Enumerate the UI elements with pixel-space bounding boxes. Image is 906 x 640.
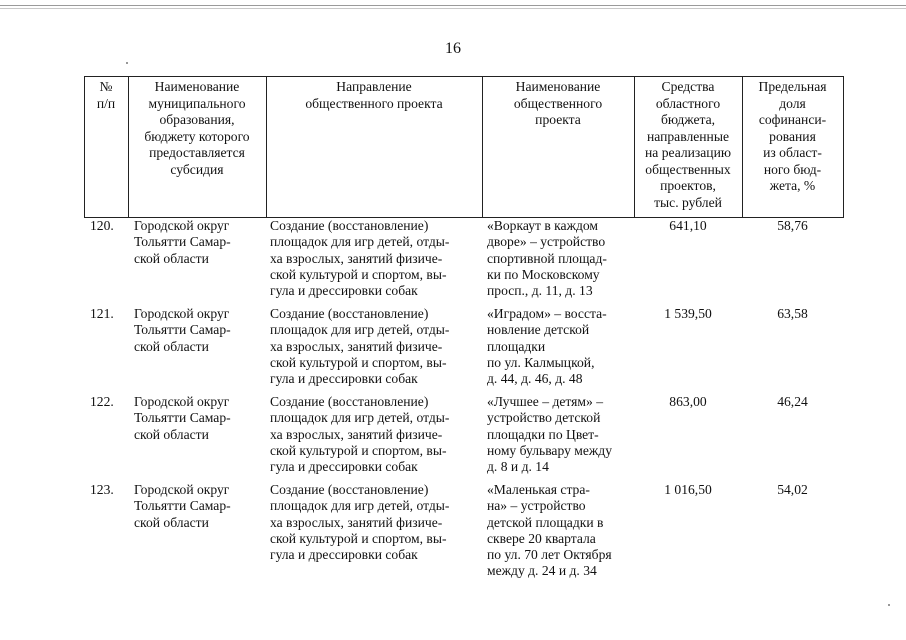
- row-number: 123.: [90, 482, 114, 497]
- row-municipality: [134, 306, 266, 355]
- row-municipality: [134, 394, 266, 443]
- text-line: ской культурой и спортом, вы-: [270, 530, 447, 546]
- text-line: тыс. рублей: [654, 194, 722, 210]
- text-line: устройство детской: [487, 410, 601, 426]
- text-line: Тольятти Самар-: [134, 322, 231, 338]
- text-line: ской культурой и спортом, вы-: [270, 266, 447, 282]
- row-number: 120.: [90, 218, 114, 233]
- text-line: ха взрослых, занятий физиче-: [270, 338, 443, 354]
- text-line: предоставляется: [149, 145, 245, 160]
- text-line: Тольятти Самар-: [134, 410, 231, 426]
- text-line: площадок для игр детей, отды-: [270, 410, 450, 426]
- text-line: направленные: [646, 128, 729, 144]
- scan-speck: [888, 604, 890, 606]
- text-line: п/п: [96, 95, 116, 111]
- text-line: ха взрослых, занятий физиче-: [270, 426, 443, 442]
- text-line: гула и дрессировки собак: [270, 459, 418, 475]
- text-line: ской области: [134, 338, 209, 354]
- text-line: гула и дрессировки собак: [270, 371, 418, 387]
- text-line: Средства: [661, 79, 715, 94]
- row-funds: 863,00: [669, 394, 707, 409]
- row-project: [487, 218, 634, 299]
- text-line: Наименование: [154, 79, 240, 94]
- row-funds: 1 016,50: [664, 482, 712, 497]
- text-line: Тольятти Самар-: [134, 234, 231, 250]
- row-project: [487, 306, 634, 387]
- text-line: бюджету которого: [144, 128, 250, 144]
- header-border-right: [843, 77, 844, 217]
- text-line: «Воркаут в каждом: [487, 218, 599, 233]
- row-municipality: [134, 218, 266, 267]
- table-row: [84, 218, 844, 306]
- text-line: площадок для игр детей, отды-: [270, 322, 450, 338]
- text-line: д. 44, д. 46, д. 48: [487, 371, 583, 387]
- header-funds: [634, 79, 742, 211]
- text-line: площадок для игр детей, отды-: [270, 498, 450, 514]
- text-line: площадки: [487, 338, 546, 354]
- scan-speck: [126, 62, 128, 64]
- subsidy-table: [84, 76, 844, 592]
- table-row: [84, 394, 844, 482]
- text-line: между д. 24 и д. 34: [487, 563, 597, 579]
- header-municipality: [128, 79, 266, 178]
- text-line: муниципального: [148, 95, 246, 111]
- text-line: Тольятти Самар-: [134, 498, 231, 514]
- text-line: №: [99, 79, 113, 94]
- table-header: [84, 76, 844, 218]
- row-direction: [270, 482, 482, 563]
- text-line: общественных: [645, 161, 731, 177]
- text-line: Создание (восстановление): [270, 306, 429, 321]
- text-line: Направление: [336, 79, 412, 94]
- text-line: «Лучшее – детям» –: [487, 394, 603, 409]
- row-funds: 1 539,50: [664, 306, 712, 321]
- text-line: Наименование: [515, 79, 601, 94]
- text-line: субсидия: [170, 161, 224, 177]
- text-line: Городской округ: [134, 306, 230, 321]
- text-line: гула и дрессировки собак: [270, 283, 418, 299]
- row-number: 121.: [90, 306, 114, 321]
- text-line: по ул. 70 лет Октября: [487, 547, 612, 563]
- row-share: 46,24: [777, 394, 808, 409]
- text-line: софинанси-: [758, 112, 827, 127]
- header-share: [742, 79, 843, 195]
- text-line: ской области: [134, 426, 209, 442]
- text-line: гула и дрессировки собак: [270, 547, 418, 563]
- text-line: площадки по Цвет-: [487, 426, 599, 442]
- header-project: [482, 79, 634, 129]
- scan-edge-top: [0, 0, 906, 6]
- header-num: [84, 79, 128, 112]
- text-line: из област-: [763, 145, 822, 160]
- text-line: ного бюд-: [763, 161, 822, 177]
- text-line: доля: [779, 95, 806, 111]
- text-line: спортивной площад-: [487, 250, 607, 266]
- text-line: Предельная: [758, 79, 827, 94]
- text-line: «Иградом» – восста-: [487, 306, 607, 321]
- text-line: ному бульвару между: [487, 442, 613, 458]
- text-line: областного: [655, 95, 721, 111]
- text-line: ской области: [134, 250, 209, 266]
- table-row: [84, 482, 844, 592]
- text-line: д. 8 и д. 14: [487, 459, 549, 475]
- row-direction: [270, 306, 482, 387]
- row-project: [487, 394, 634, 475]
- text-line: просп., д. 11, д. 13: [487, 283, 593, 299]
- text-line: Создание (восстановление): [270, 482, 429, 497]
- text-line: жета, %: [769, 178, 816, 193]
- text-line: новление детской: [487, 322, 590, 338]
- page-number: 16: [445, 40, 461, 57]
- row-project: [487, 482, 634, 580]
- text-line: сквере 20 квартала: [487, 530, 596, 546]
- row-municipality: [134, 482, 266, 531]
- text-line: детской площадки в: [487, 514, 604, 530]
- row-direction: [270, 218, 482, 299]
- row-direction: [270, 394, 482, 475]
- text-line: Городской округ: [134, 394, 230, 409]
- text-line: Создание (восстановление): [270, 218, 429, 233]
- text-line: Создание (восстановление): [270, 394, 429, 409]
- text-line: ской области: [134, 514, 209, 530]
- text-line: образования,: [159, 112, 235, 127]
- text-line: площадок для игр детей, отды-: [270, 234, 450, 250]
- text-line: дворе» – устройство: [487, 234, 606, 250]
- text-line: ки по Московскому: [487, 266, 600, 282]
- row-funds: 641,10: [669, 218, 707, 233]
- text-line: ха взрослых, занятий физиче-: [270, 514, 443, 530]
- text-line: по ул. Калмыцкой,: [487, 354, 595, 370]
- text-line: Городской округ: [134, 218, 230, 233]
- text-line: ской культурой и спортом, вы-: [270, 442, 447, 458]
- text-line: Городской округ: [134, 482, 230, 497]
- row-number: 122.: [90, 394, 114, 409]
- text-line: ха взрослых, занятий физиче-: [270, 250, 443, 266]
- text-line: проекта: [535, 112, 581, 127]
- text-line: проектов,: [660, 178, 716, 193]
- text-line: общественного: [513, 95, 603, 111]
- text-line: на» – устройство: [487, 498, 586, 514]
- row-share: 54,02: [777, 482, 808, 497]
- row-share: 58,76: [777, 218, 808, 233]
- text-line: «Маленькая стра-: [487, 482, 590, 497]
- text-line: бюджета,: [660, 112, 716, 127]
- scan-edge-line: [0, 8, 906, 9]
- text-line: ской культурой и спортом, вы-: [270, 354, 447, 370]
- text-line: рования: [769, 128, 816, 144]
- text-line: общественного проекта: [305, 95, 443, 111]
- table-row: [84, 306, 844, 394]
- header-direction: [266, 79, 482, 112]
- row-share: 63,58: [777, 306, 808, 321]
- text-line: на реализацию: [644, 145, 732, 160]
